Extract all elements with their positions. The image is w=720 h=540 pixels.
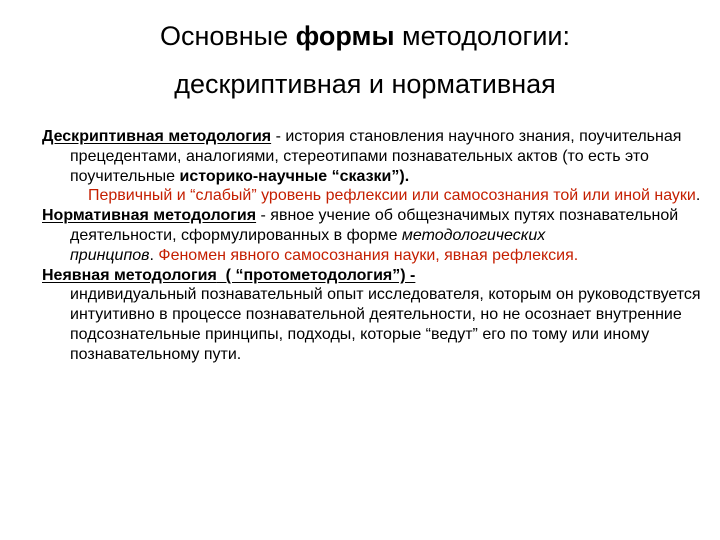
normative-italic: методологических принципов <box>70 226 546 264</box>
normative-red-text: Феномен явного самосознания науки, явная рефлексия. <box>158 246 579 264</box>
descriptive-red-paragraph <box>42 186 702 206</box>
normative-paragraph <box>42 206 702 265</box>
normative-term: Нормативная методология <box>42 207 257 225</box>
descriptive-dash: - <box>271 128 286 145</box>
implicit-term-rest: ( “протометодология”) - <box>216 266 416 284</box>
title-line-1 <box>10 12 720 60</box>
descriptive-red-text: Первичный и “слабый” уровень рефлексии или самосознания той или иной науки <box>88 187 696 205</box>
descriptive-text: история становления научного знания, поучительная прецедентами, аналогиями, стереотипами познавательных актов (то есть это поучительные <box>70 128 682 185</box>
implicit-paragraph <box>42 266 702 365</box>
implicit-text: индивидуальный познавательный опыт исследователя, которым он руководствуется интуитивно в процессе познавательной деятельности, но не осознает внутренние подсознательные принципы, подходы, которые “ведут” его по тому или иному познавательному пути. <box>70 286 701 363</box>
descriptive-paragraph <box>42 127 702 186</box>
normative-dot: . <box>149 246 159 264</box>
title-line-2: дескриптивная и нормативная <box>174 69 556 99</box>
descriptive-red-end: . <box>695 187 701 205</box>
normative-dash: - <box>256 207 271 225</box>
title-text-post: методологии: <box>394 21 570 51</box>
slide-title <box>0 12 720 108</box>
title-text-pre: Основные <box>160 21 296 51</box>
slide-body <box>42 127 702 365</box>
normative-text: явное учение об общезначимых путях познавательной деятельности, сформулированных в форме <box>70 207 679 244</box>
descriptive-bold-end: историко-научные “сказки”). <box>179 167 410 185</box>
descriptive-term: Дескриптивная методология <box>42 128 272 145</box>
title-text-bold: формы <box>295 21 395 51</box>
implicit-term: Неявная методология <box>42 266 217 284</box>
